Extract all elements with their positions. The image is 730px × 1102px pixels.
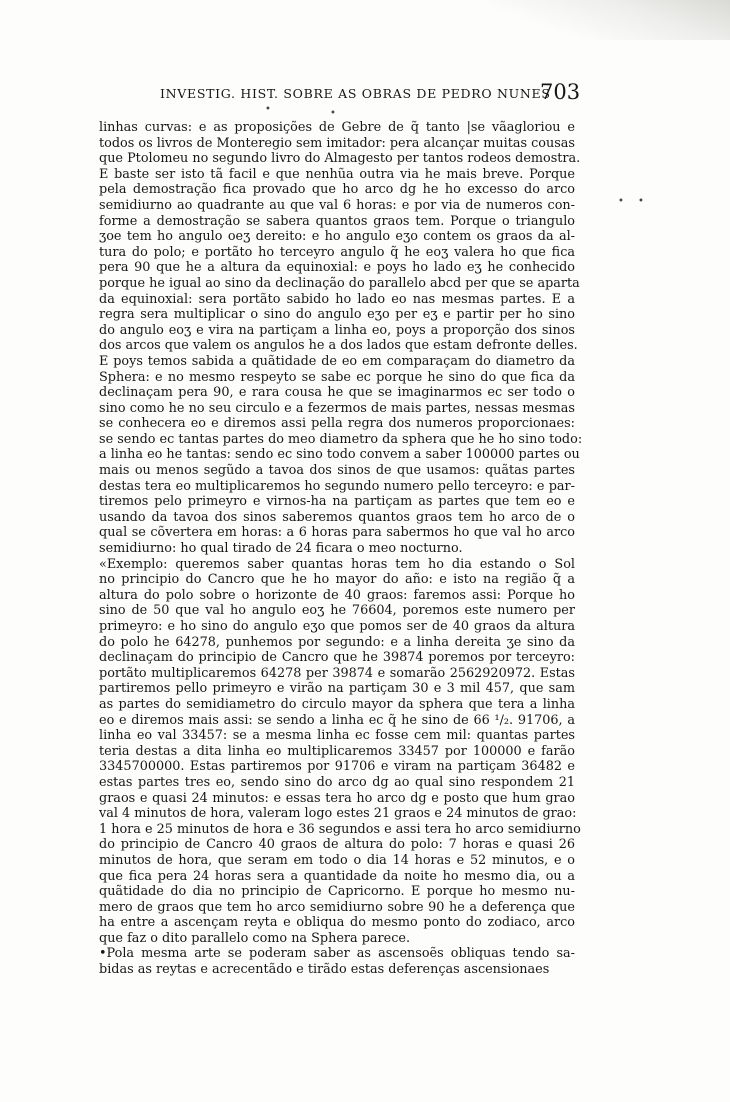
text-line: do angulo eoʒ e vira na partiçam a linha eo, poys a proporção dos sinos [99,322,575,338]
ink-speck: • [618,196,624,207]
text-line: bidas as reytas e acrecentãdo e tirãdo estas deferenças ascensionaes [99,962,550,978]
page-number: 703 [540,80,581,104]
text-line: estas partes tres eo, sendo sino do arco dg ao qual sino respondem 21 [99,774,575,790]
text-line: graos e quasi 24 minutos: e essas tera ho arco dg e posto que hum grao [99,790,575,806]
text-line: E baste ser isto tã facil e que nenhũa outra via he mais breve. Porque [99,166,575,182]
text-line: ha entre a ascençam reyta e obliqua do mesmo ponto do zodiaco, arco [99,915,575,931]
text-line: dos arcos que valem os angulos he a dos lados que estam defronte delles. [99,338,578,354]
text-line: as partes do semidiametro do circulo mayor da sphera que tera a linha [99,696,575,712]
text-line: semidiurno ao quadrante au que val 6 horas: e por via de numeros con- [99,197,575,213]
text-line: pela demostração fica provado que ho arco dg he ho excesso do arco [99,182,575,198]
text-line: mais ou menos segũdo a tavoa dos sinos de que usamos: quãtas partes [99,463,575,479]
text-line: qual se cõvertera em horas: a 6 horas para sabermos ho que val ho arco [99,525,575,541]
text-line: altura do polo sobre o horizonte de 40 graos: faremos assi: Porque ho [99,587,575,603]
text-line: porque he igual ao sino da declinação do parallelo abcd per que se aparta [99,275,580,291]
text-line: E poys temos sabida a quãtidade de eo em comparaçam do diametro da [99,353,575,369]
text-line: 3345700000. Estas partiremos por 91706 e viram na partiçam 36482 e [99,759,575,775]
ink-speck: • [265,104,271,115]
text-line: partiremos pello primeyro e virão na partiçam 30 e 3 mil 457, que sam [99,681,575,697]
body-text [99,120,583,978]
text-line: quãtidade do dia no principio de Capricorno. E porque ho mesmo nu- [99,884,575,900]
text-line: primeyro: e ho sino do angulo eʒo que pomos ser de 40 graos da altura [99,619,575,634]
text-line: da equinoxial: sera portãto sabido ho lado eo nas mesmas partes. E a [99,291,575,307]
text-line: «Exemplo: queremos saber quantas horas tem ho dia estando o Sol [99,556,575,572]
text-line: que fica pera 24 horas sera a quantidade da noite ho mesmo dia, ou a [99,868,575,884]
text-line: semidiurno: ho qual tirado de 24 ficara o meo nocturno. [99,541,463,557]
text-line: sino como he no seu circulo e a fezermos de mais partes, nessas mesmas [99,400,575,416]
text-line: linhas curvas: e as proposições de Gebre de q̃ tanto |se vãagloriou e [99,120,575,135]
text-line: tura do polo; e portãto ho terceyro angulo q̃ he eoʒ valera ho que fica [99,244,575,260]
text-line: todos os livros de Monteregio sem imitador: pera alcançar muitas cousas [99,135,575,151]
text-line: tiremos pelo primeyro e virnos-ha na partiçam as partes que tem eo e [99,494,575,510]
text-line: do principio de Cancro 40 graos de altura do polo: 7 horas e quasi 26 [99,837,575,853]
text-line: Sphera: e no mesmo respeyto se sabe ec porque he sino do que fica da [99,369,575,385]
text-line: declinaçam pera 90, e rara cousa he que se imaginarmos ec ser todo o [99,385,575,401]
text-line: val 4 minutos de hora, valeram logo estes 21 graos e 24 minutos de grao: [99,806,577,822]
text-line: mero de graos que tem ho arco semidiurno sobre 90 he a deferença que [99,899,575,915]
text-line: ʒoe tem ho angulo oeʒ dereito: e ho angulo eʒo contem os graos da al- [99,229,575,245]
text-line: eo e diremos mais assi: se sendo a linha ec q̃ he sino de 66 ¹/₂. 91706, a [99,712,575,728]
text-line: portãto multiplicaremos 64278 per 39874 e somarão 2562920972. Estas [99,665,575,681]
text-line: sino de 50 que val ho angulo eoʒ he 76604, poremos este numero per [99,603,575,619]
text-line: no principio do Cancro que he ho mayor do año: e isto na região q̃ a [99,572,575,588]
text-line: que faz o dito parallelo como na Sphera parece. [99,930,411,946]
text-line: que Ptolomeu no segundo livro do Almagesto per tantos rodeos demostra. [99,151,581,167]
running-header: INVESTIG. HIST. SOBRE AS OBRAS DE PEDRO NUNES [160,86,551,101]
text-line: 1 hora e 25 minutos de hora e 36 segundos e assi tera ho arco semidiurno [99,821,581,837]
text-line: forme a demostração se sabera quantos graos tem. Porque o triangulo [99,213,575,229]
ink-speck: • [638,196,644,207]
text-line: linha eo val 33457: se a mesma linha ec fosse cem mil: quantas partes [99,728,575,744]
text-line: se sendo ec tantas partes do meo diametro da sphera que he ho sino todo: [99,431,583,447]
ink-speck: • [330,108,336,119]
text-line: destas tera eo multiplicaremos ho segundo numero pello terceyro: e par- [99,478,575,494]
text-line: a linha eo he tantas: sendo ec sino todo convem a saber 100000 partes ou [99,447,580,463]
text-line: usando da tavoa dos sinos saberemos quantos graos tem ho arco de o [99,509,575,525]
text-line: minutos de hora, que seram em todo o dia 14 horas e 52 minutos, e o [99,852,575,868]
text-line: •Pola mesma arte se poderam saber as ascensoẽs obliquas tendo sa- [99,946,575,962]
text-line: regra sera multiplicar o sino do angulo eʒo per eʒ e partir per ho sino [99,307,575,323]
text-line: do polo he 64278, punhemos por segundo: e a linha dereita ʒe sino da [99,634,575,650]
text-line: declinaçam do principio de Cancro que he 39874 poremos por terceyro: [99,650,575,666]
page-corner-shadow [490,0,730,40]
text-line: pera 90 que he a altura da equinoxial: e poys ho lado eʒ he conhecido [99,260,575,276]
text-line: teria destas a dita linha eo multiplicaremos 33457 por 100000 e farão [99,743,575,759]
text-line: se conhecera eo e diremos assi pella regra dos numeros proporcionaes: [99,416,575,432]
